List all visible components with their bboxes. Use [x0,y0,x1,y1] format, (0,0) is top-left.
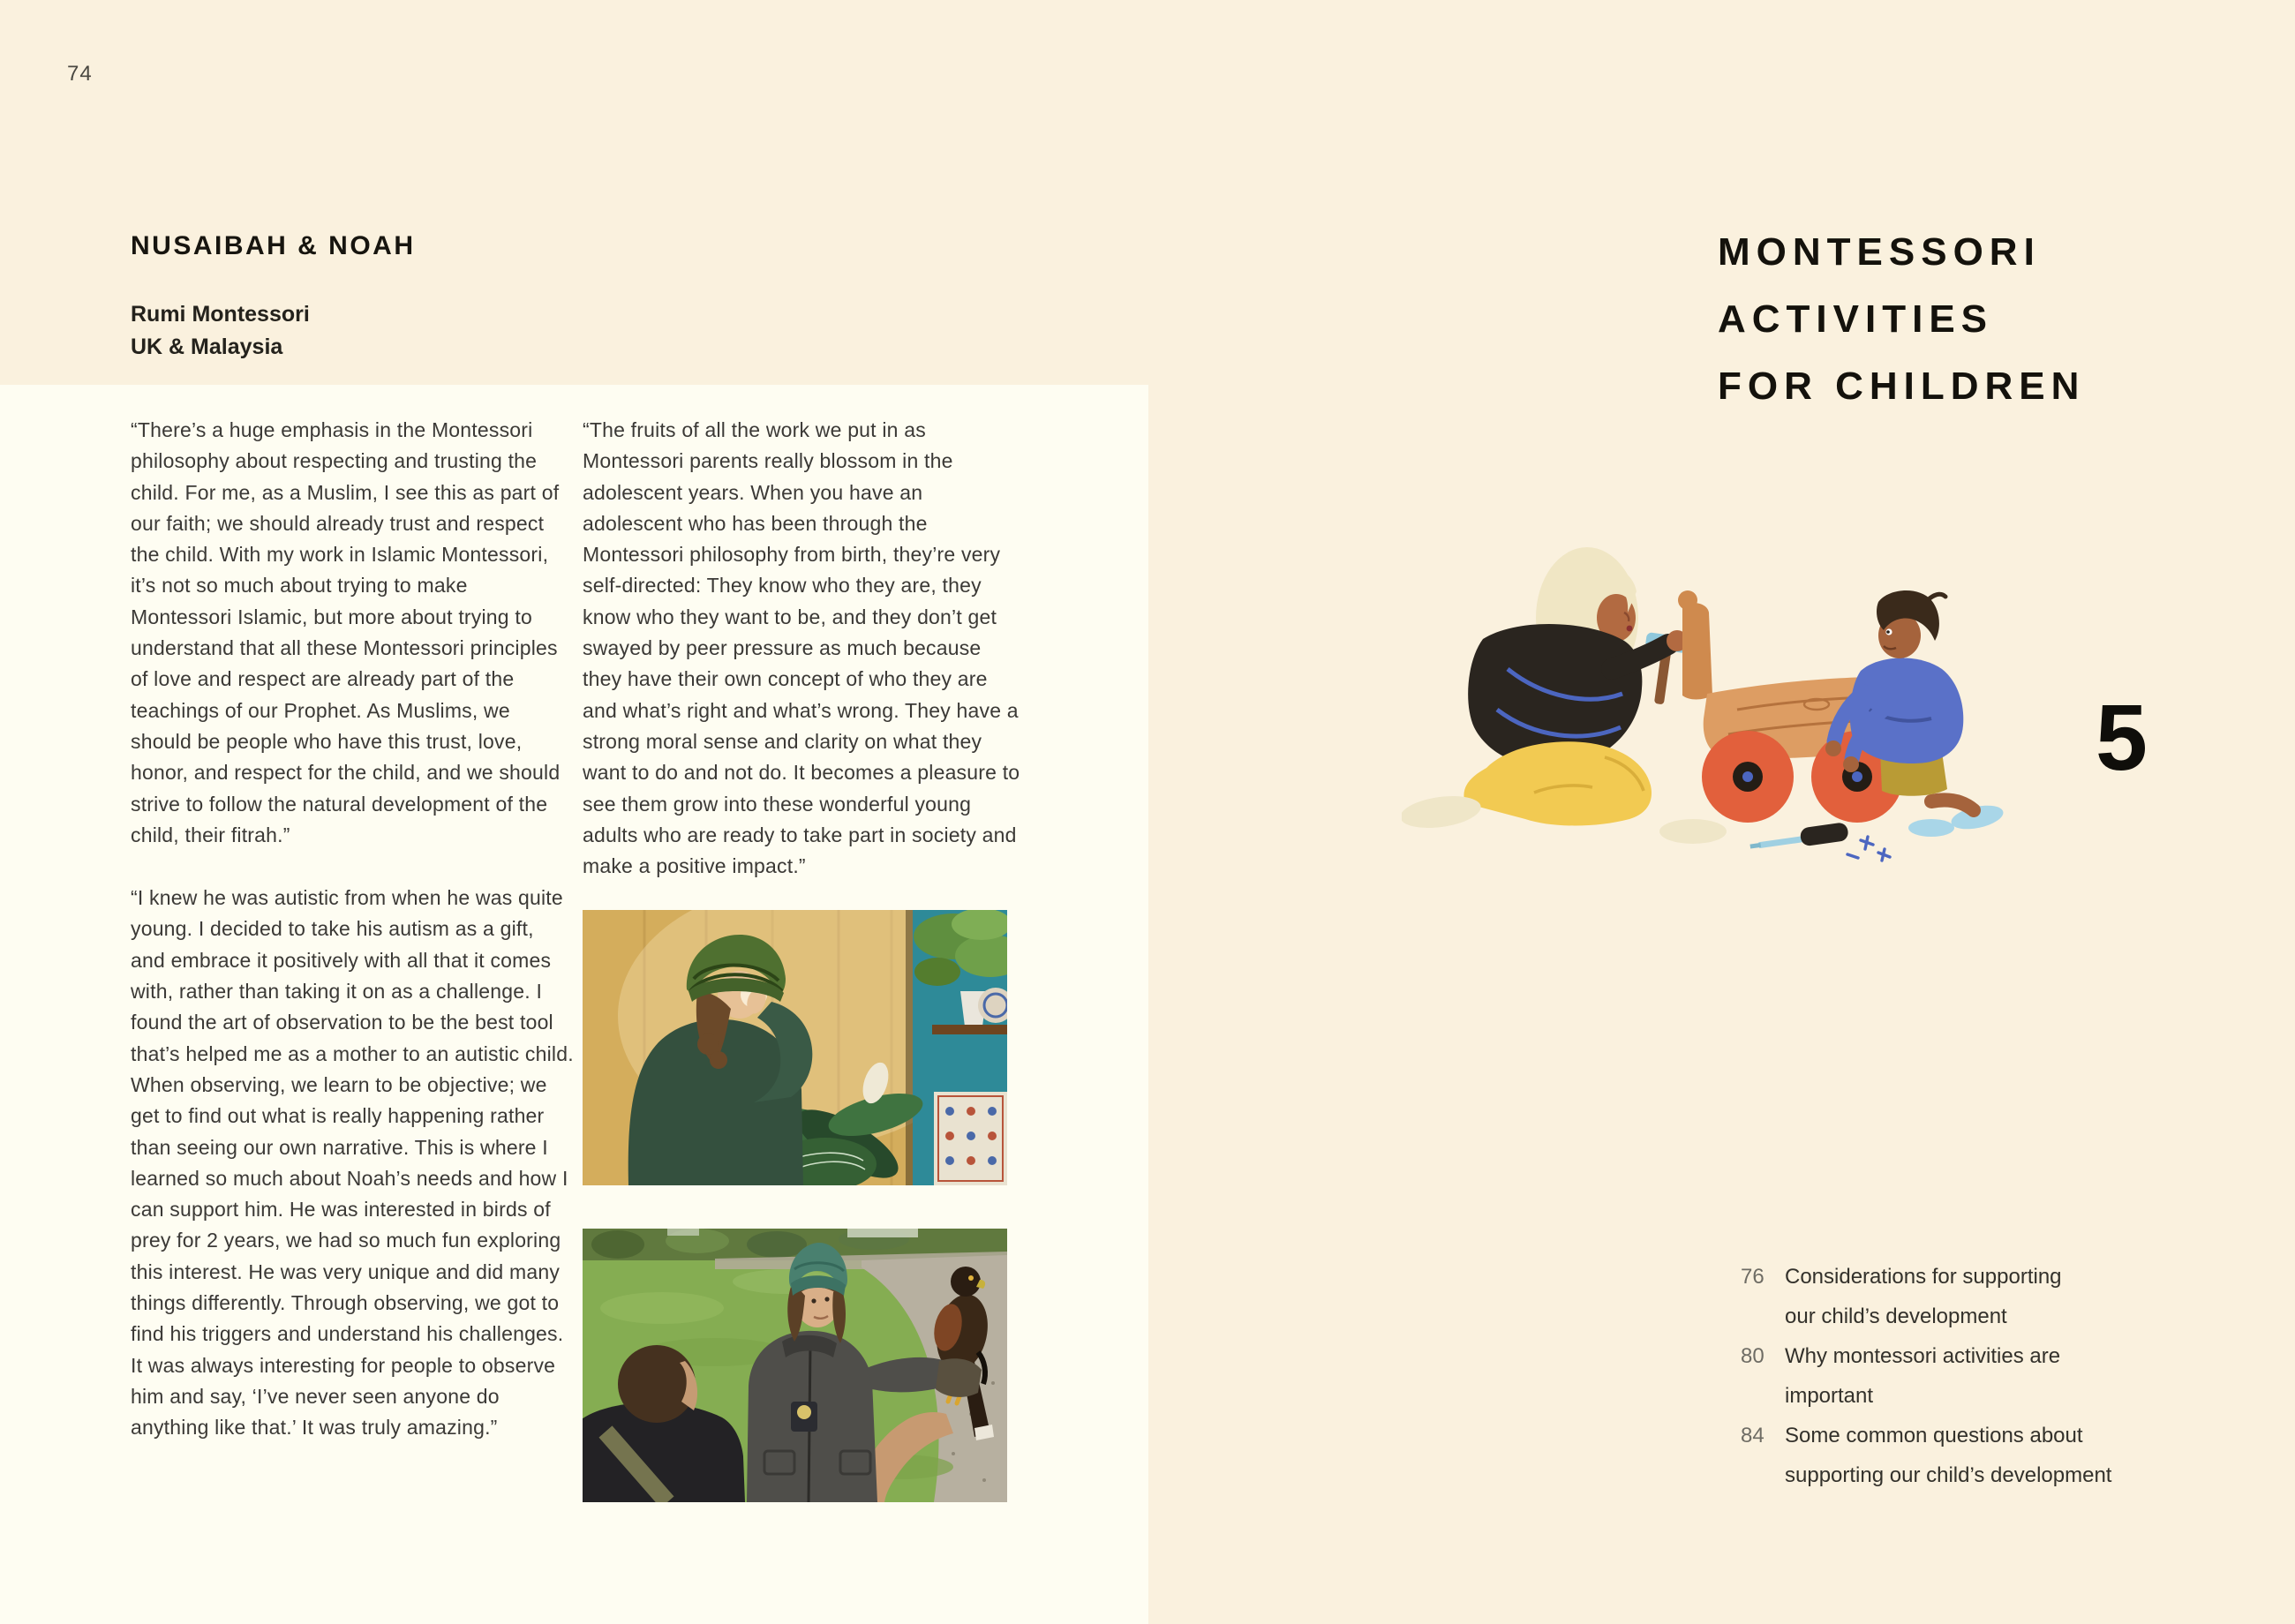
photo-child-green-hat-illustrative [583,910,1007,1185]
contents-page-number: 80 [1741,1344,1765,1368]
contents-entry-line: Some common questions about [1785,1424,2083,1447]
profile-title: NUSAIBAH & NOAH [131,231,416,260]
quote-paragraph: “I knew he was autistic from when he was quite young. I decided to take his autism as a gift, and embrace it positively with all that it comes with, rather than taking it on as a challenge. I found the art of observation to be the best tool that’s helped me as a mother to an autistic child. When observing, we learn to be objective; we get to find out what is really happening rather than seeing our own narrative. This is where I learned so much about Noah’s needs and how I can support him. He was interested in birds of prey for 2 years, we had so much fun exploring this interest. He was very unique and did many things differently. Through observing, we got to find his triggers and understand his challenges. It was always interesting for people to observe him and say, ‘I’ve never seen anyone do anything like that.’ It was truly amazing.” [131,886,574,1440]
photo-hawk-illustrative [583,1229,1007,1502]
contents-entry-line: important [1785,1384,1874,1408]
illustration-parent-child-building-cart [1402,537,2020,863]
contents-item [1741,1336,2156,1416]
chapter-title [1718,219,2085,420]
quote-paragraph: “The fruits of all the work we put in as Montessori parents really blossom in the adolescent years. When you have an adolescent who has been through the Montessori philosophy from birth, they’re very self-directed: They know who they are, they know who they want to be, and they don’t get swayed by peer pressure as much because they have their own concept of who they are and what’s right and what’s wrong. They have a strong moral sense and clarity on what they want to do and not do. It becomes a pleasure to see them grow into these wonderful young adults who are ready to take part in society and make a positive impact.” [583,418,1020,878]
photo-child-with-hawk [583,1229,1007,1502]
photo-child-green-hat-indoors [583,910,1007,1185]
contents-item [1741,1257,2156,1336]
profile-subtitle [131,298,310,364]
screwdriver-and-screws [1749,822,1890,861]
contents-entry [1785,1257,2062,1336]
contents-entry [1785,1416,2111,1495]
quote-column-1 [131,415,574,1444]
chapter-contents-list [1741,1257,2156,1495]
contents-entry-line: Why montessori activities are [1785,1344,2061,1368]
contents-item [1741,1416,2156,1495]
profile-organization: Rumi Montessori [131,302,310,327]
contents-entry [1785,1336,2060,1416]
contents-entry-line: Considerations for supporting [1785,1265,2062,1289]
chapter-title-line: FOR CHILDREN [1718,365,2086,408]
contents-entry-line: supporting our child’s development [1785,1463,2112,1487]
chapter-title-line: MONTESSORI [1718,230,2041,274]
contents-page-number: 84 [1741,1424,1765,1447]
contents-entry-line: our child’s development [1785,1304,2007,1328]
contents-page-number: 76 [1741,1265,1765,1289]
page-number: 74 [67,62,93,86]
chapter-title-line: ACTIVITIES [1718,297,1994,341]
go-kart-building-illustration [1402,537,2020,863]
chapter-number: 5 [2096,686,2148,790]
quote-paragraph: “There’s a huge emphasis in the Montessori philosophy about respecting and trusting the child. For me, as a Muslim, I see this as part of our faith; we should already trust and respect the child. With my work in Islamic Montessori, it’s not so much about trying to make Montessori Islamic, but more about trying to understand that all these Montessori principles of love and respect are already part of the teachings of our Prophet. As Muslims, we should be people who have this trust, love, honor, and respect for the child, and we should strive to follow the natural development of the child, their fitrah.” [131,418,561,846]
woman-figure [1402,547,1727,844]
profile-location: UK & Malaysia [131,335,283,359]
quote-column-2 [583,415,1026,882]
